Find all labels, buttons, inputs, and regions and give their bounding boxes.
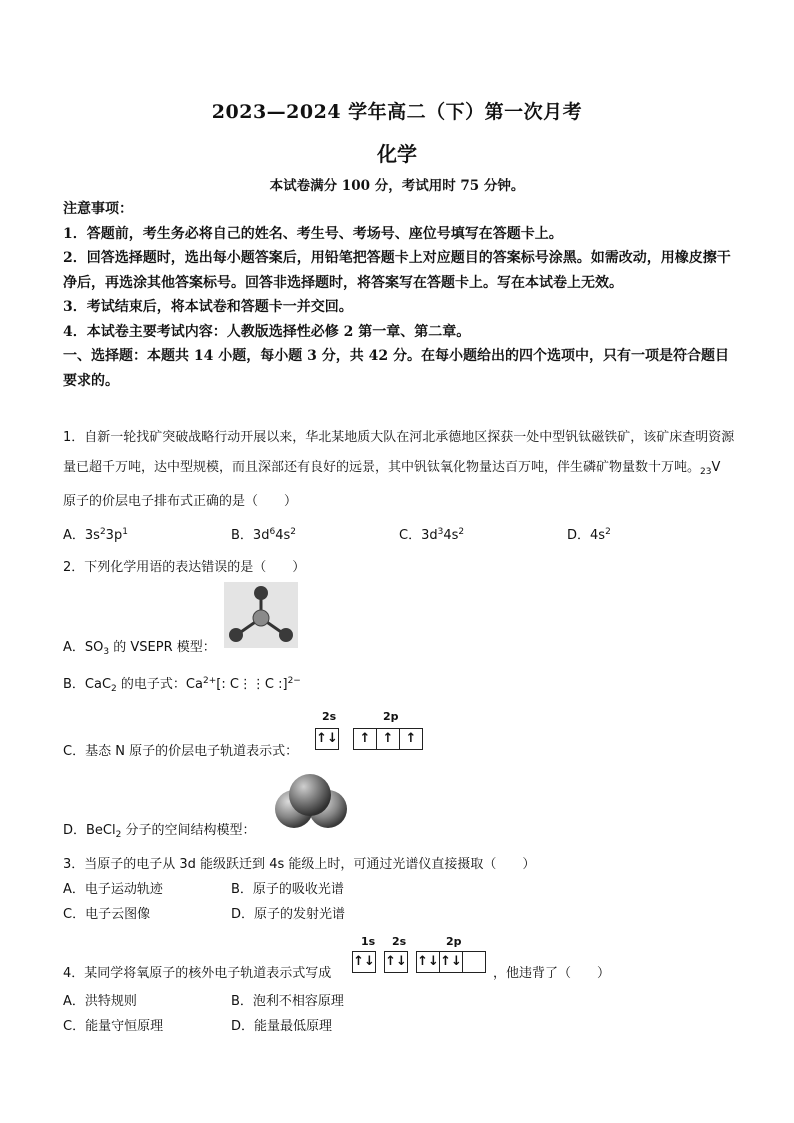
- orbital-box-1s: ↑↓: [352, 951, 376, 973]
- q1-atom-number: 23: [700, 467, 712, 477]
- q4-option-b[interactable]: B．泡利不相容原理: [231, 994, 344, 1009]
- q3-option-c[interactable]: C．电子云图像: [63, 907, 151, 922]
- exam-title: 2023—2024 学年高二（下）第一次月考: [211, 101, 583, 123]
- note-item-3: 3．考试结束后，将本试卷和答题卡一并交回。: [63, 299, 353, 315]
- q1-question: 原子的价层电子排布式正确的是（ ）: [63, 494, 298, 509]
- q2-option-c[interactable]: C．基态 N 原子的价层电子轨道表示式：: [63, 744, 299, 759]
- q1-option-c[interactable]: C．$3d^34s^2$: [399, 527, 465, 543]
- notes-section: [63, 197, 735, 393]
- orbital-box-2s: ↑↓: [315, 728, 339, 750]
- notes-heading: 注意事项：: [63, 201, 133, 217]
- orbital-box-2s: ↑↓: [384, 951, 408, 973]
- q3-stem: 3．当原子的电子从 3d 能级跃迁到 4s 能级上时，可通过光谱仪直接摄取（ ）: [63, 857, 536, 872]
- orbital-box-2p-1: ↑↓: [416, 951, 440, 973]
- q2-option-a[interactable]: A．$SO_3$ 的 VSEPR 模型：: [63, 640, 216, 657]
- question-1: [63, 423, 735, 517]
- q4-stem-end: ，他违背了（ ）: [493, 966, 611, 981]
- q2-option-b[interactable]: B．CaC$_2$ 的电子式：$Ca^{2+}$[: C⋮⋮C :]$^{2-}$: [63, 676, 301, 694]
- section-heading: 一、选择题：本题共 14 小题，每小题 3 分，共 42 分。在每小题给出的四个选项中，只有一项是符合题目要求的。: [63, 348, 729, 389]
- q3-option-d[interactable]: D．原子的发射光谱: [231, 907, 346, 922]
- orbital-label-2s: 2s: [392, 935, 407, 948]
- oxygen-orbital-diagram: [352, 935, 492, 977]
- q1-option-d[interactable]: D．$4s^2$: [567, 527, 611, 543]
- nitrogen-orbital-diagram: [313, 710, 427, 754]
- orbital-label-2s: 2s: [322, 710, 337, 723]
- orbital-box-2p-3: ↑: [399, 728, 423, 750]
- q4-stem-start: 4．某同学将氧原子的核外电子轨道表示式写成: [63, 966, 332, 981]
- q4-option-a[interactable]: A．洪特规则: [63, 994, 137, 1009]
- orbital-box-2p-2: ↑: [376, 728, 400, 750]
- q4-option-d[interactable]: D．能量最低原理: [231, 1019, 333, 1034]
- q1-atom-symbol: V: [711, 460, 721, 475]
- q1-options: [63, 524, 735, 544]
- subject-title: 化学: [377, 142, 417, 166]
- orbital-box-2p-3: [462, 951, 486, 973]
- orbital-label-2p: 2p: [383, 710, 399, 723]
- q3-option-a[interactable]: A．电子运动轨迹: [63, 882, 163, 897]
- orbital-label-1s: 1s: [361, 935, 376, 948]
- so3-vsepr-model-image: [224, 582, 298, 648]
- q4-option-c[interactable]: C．能量守恒原理: [63, 1019, 164, 1034]
- note-item-1: 1．答题前，考生务必将自己的姓名、考生号、考场号、座位号填写在答题卡上。: [63, 225, 563, 242]
- q1-option-a[interactable]: A．$3s^23p^1$: [63, 527, 128, 543]
- becl2-space-filling-model-image: [270, 771, 350, 833]
- score-info: 本试卷满分 100 分，考试用时 75 分钟。: [269, 178, 525, 194]
- orbital-box-2p-2: ↑↓: [439, 951, 463, 973]
- orbital-label-2p: 2p: [446, 935, 462, 948]
- q3-option-b[interactable]: B．原子的吸收光谱: [231, 882, 344, 897]
- q1-text: 1．自新一轮找矿突破战略行动开展以来，华北某地质大队在河北承德地区探获一处中型钒钛磁铁矿，该矿床查明资源量已超千万吨，达中型规模，而且深部还有良好的远景，其中钒钛氧化物量达百万吨，伴生磷矿物量数十万吨。: [63, 430, 735, 475]
- q2-option-d[interactable]: D．BeCl$_2$ 分子的空间结构模型：: [63, 823, 256, 840]
- note-item-2: 2．回答选择题时，选出每小题答案后，用铅笔把答题卡上对应题目的答案标号涂黑。如需改动，用橡皮擦干净后，再选涂其他答案标号。回答非选择题时，将答案写在答题卡上。写在本试卷上无效。: [63, 250, 731, 291]
- q2-stem: 2．下列化学用语的表达错误的是（ ）: [63, 560, 306, 575]
- note-item-4: 4．本试卷主要考试内容：人教版选择性必修 2 第一章、第二章。: [63, 323, 471, 340]
- orbital-box-2p-1: ↑: [353, 728, 377, 750]
- q1-option-b[interactable]: B．$3d^64s^2$: [231, 527, 296, 543]
